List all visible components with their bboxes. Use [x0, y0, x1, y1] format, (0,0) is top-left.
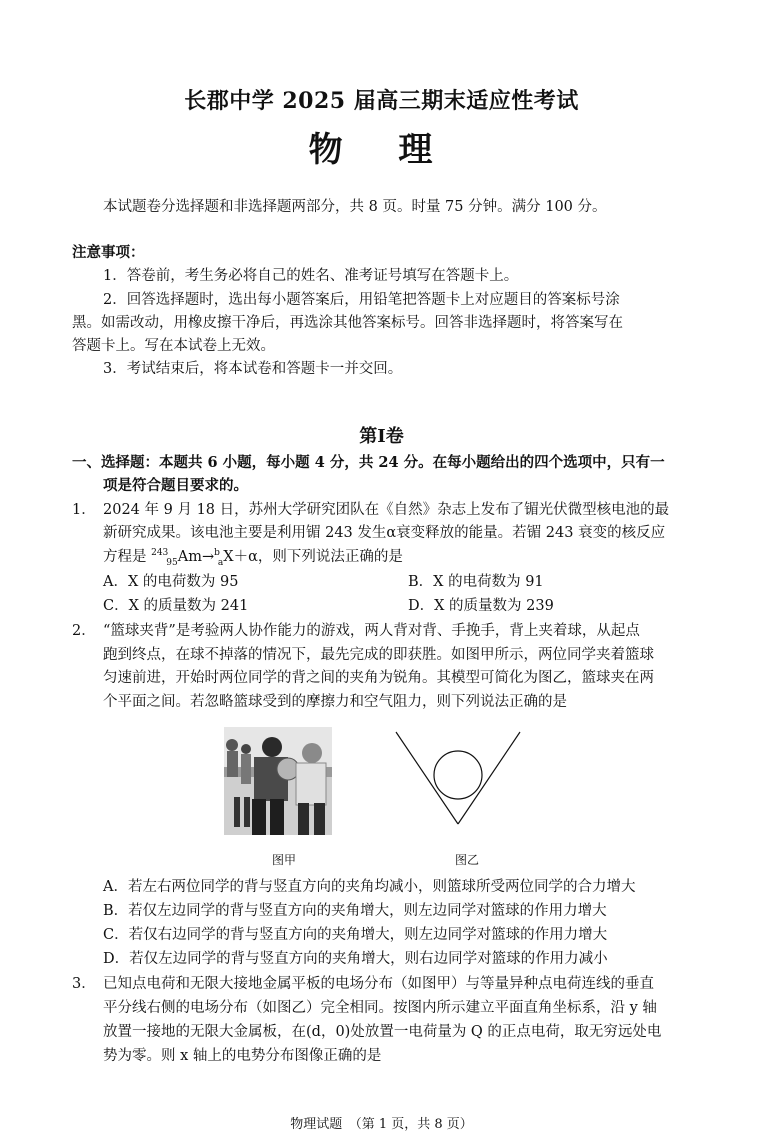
figure-caption-a: 图甲	[272, 853, 297, 867]
question-text: 平分线右侧的电场分布（如图乙）完全相同。按图内所示建立平面直角坐标系，沿 y 轴	[103, 1000, 657, 1016]
part-instruction: 项是符合题目要求的。	[103, 477, 248, 494]
option-a: A．若左右两位同学的背与竖直方向的夹角均减小，则篮球所受两位同学的合力增大	[103, 879, 636, 895]
option-d: D．X 的质量数为 239	[408, 598, 554, 614]
intro-text: 本试题卷分选择题和非选择题两部分，共 8 页。时量 75 分钟。满分 100 分。	[103, 199, 607, 215]
option-c: C．若仅右边同学的背与竖直方向的夹角增大，则左边同学对篮球的作用力增大	[103, 927, 608, 943]
basketball-circle	[434, 751, 482, 799]
section-heading: 第Ⅰ卷	[359, 426, 404, 447]
note-item: 2．回答选择题时，选出每小题答案后，用铅笔把答题卡上对应题目的答案标号涂	[103, 292, 620, 308]
subject-title: 物 理	[308, 130, 455, 170]
figure-diagram-v-ball	[392, 728, 524, 828]
exam-title: 长郡中学 2025 届高三期末适应性考试	[184, 88, 579, 114]
question-number: 1．	[72, 502, 96, 518]
left-plane-line	[396, 732, 458, 824]
question-equation: 方程是 $^{243}_{95}$Am→$^b_a$X＋α，则下列说法正确的是	[103, 548, 403, 568]
note-item: 黑。如需改动，用橡皮擦干净后，再选涂其他答案标号。回答非选择题时，将答案写在	[72, 315, 623, 331]
note-item: 3．考试结束后，将本试卷和答题卡一并交回。	[103, 361, 403, 377]
option-a: A．X 的电荷数为 95	[103, 574, 239, 590]
page-footer: 物理试题 （第 1 页，共 8 页）	[290, 1117, 473, 1132]
question-text: 匀速前进，开始时两位同学的背之间的夹角为锐角。其模型可简化为图乙，篮球夹在两	[103, 670, 654, 686]
notes-heading: 注意事项：	[72, 244, 145, 261]
question-text: 放置一接地的无限大金属板，在(d，0)处放置一电荷量为 Q 的正点电荷，取无穷远处电	[103, 1024, 662, 1040]
option-b: B．若仅左边同学的背与竖直方向的夹角增大，则左边同学对篮球的作用力增大	[103, 903, 607, 919]
question-text: 个平面之间。若忽略篮球受到的摩擦力和空气阻力，则下列说法正确的是	[103, 694, 567, 710]
part-instruction: 一、选择题：本题共 6 小题，每小题 4 分，共 24 分。在每小题给出的四个选项中，只有一	[72, 454, 665, 471]
question-text: 2024 年 9 月 18 日，苏州大学研究团队在《自然》杂志上发布了镅光伏微型核电池的最	[103, 502, 670, 518]
option-b: B．X 的电荷数为 91	[408, 574, 544, 590]
question-number: 2．	[72, 623, 96, 639]
question-text: 已知点电荷和无限大接地金属平板的电场分布（如图甲）与等量异种点电荷连线的垂直	[103, 976, 654, 992]
right-plane-line	[458, 732, 520, 824]
note-item: 答题卡上。写在本试卷上无效。	[72, 338, 275, 354]
note-item: 1．答卷前，考生务必将自己的姓名、准考证号填写在答题卡上。	[103, 268, 519, 284]
question-text: 新研究成果。该电池主要是利用镅 243 发生α衰变释放的能量。若镅 243 衰变的核反应	[103, 525, 666, 541]
option-d: D．若仅左边同学的背与竖直方向的夹角增大，则右边同学对篮球的作用力减小	[103, 951, 608, 967]
figure-caption-b: 图乙	[455, 853, 480, 867]
question-text: “篮球夹背”是考验两人协作能力的游戏，两人背对背、手挽手，背上夹着球，从起点	[103, 623, 640, 639]
figure-photo-basketball	[224, 727, 332, 835]
question-text: 势为零。则 x 轴上的电势分布图像正确的是	[103, 1048, 382, 1064]
option-c: C．X 的质量数为 241	[103, 598, 249, 614]
question-number: 3．	[72, 976, 96, 992]
question-text: 跑到终点，在球不掉落的情况下，最先完成的即获胜。如图甲所示，两位同学夹着篮球	[103, 647, 654, 663]
